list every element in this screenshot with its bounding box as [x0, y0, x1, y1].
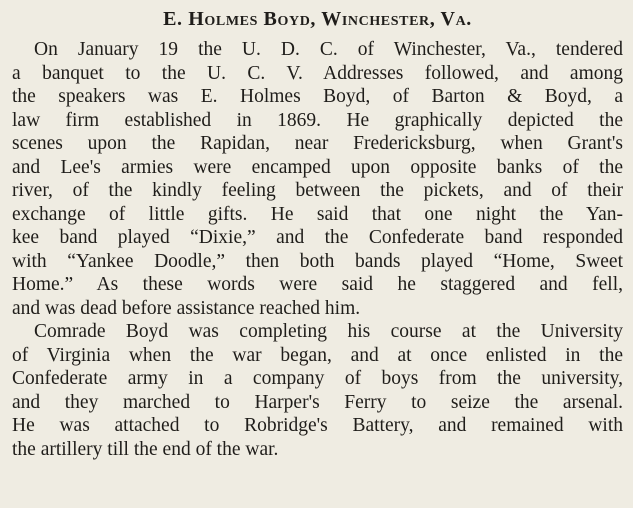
text-line: Confederate army in a company of boys from the university, [12, 368, 623, 389]
text-line: Home.” As these words were said he staggered and fell, [12, 274, 623, 295]
text-line: scenes upon the Rapidan, near Fredericksburg, when Grant's [12, 133, 623, 154]
text-line: and Lee's armies were encamped upon opposite banks of the [12, 156, 623, 178]
text-line: On January 19 the U. D. C. of Winchester, Va., tendered [34, 39, 623, 60]
text-line: and they marched to Harper's Ferry to seize the arsenal. [12, 391, 623, 413]
text-line: river, of the kindly feeling between the pickets, and of their [12, 180, 623, 201]
text-line: of Virginia when the war began, and at once enlisted in the [12, 344, 623, 366]
paragraph-1 [12, 38, 623, 320]
text-line: exchange of little gifts. He said that one night the Yan- [12, 203, 623, 225]
text-line: Comrade Boyd was completing his course at the University [34, 321, 623, 342]
text-line: law firm established in 1869. He graphically depicted the [12, 109, 623, 131]
text-line: with “Yankee Doodle,” then both bands played “Home, Sweet [12, 250, 623, 272]
article-title: E. Holmes Boyd, Winchester, Va. [163, 8, 472, 30]
text-line: the speakers was E. Holmes Boyd, of Barton & Boyd, a [12, 86, 623, 107]
text-line: a banquet to the U. C. V. Addresses followed, and among [12, 62, 623, 84]
text-line: the artillery till the end of the war. [12, 438, 279, 460]
text-line: He was attached to Robridge's Battery, and remained with [12, 415, 623, 436]
text-line: and was dead before assistance reached him. [12, 297, 361, 319]
text-line: kee band played “Dixie,” and the Confederate band responded [12, 227, 623, 248]
paragraph-2 [12, 320, 623, 461]
